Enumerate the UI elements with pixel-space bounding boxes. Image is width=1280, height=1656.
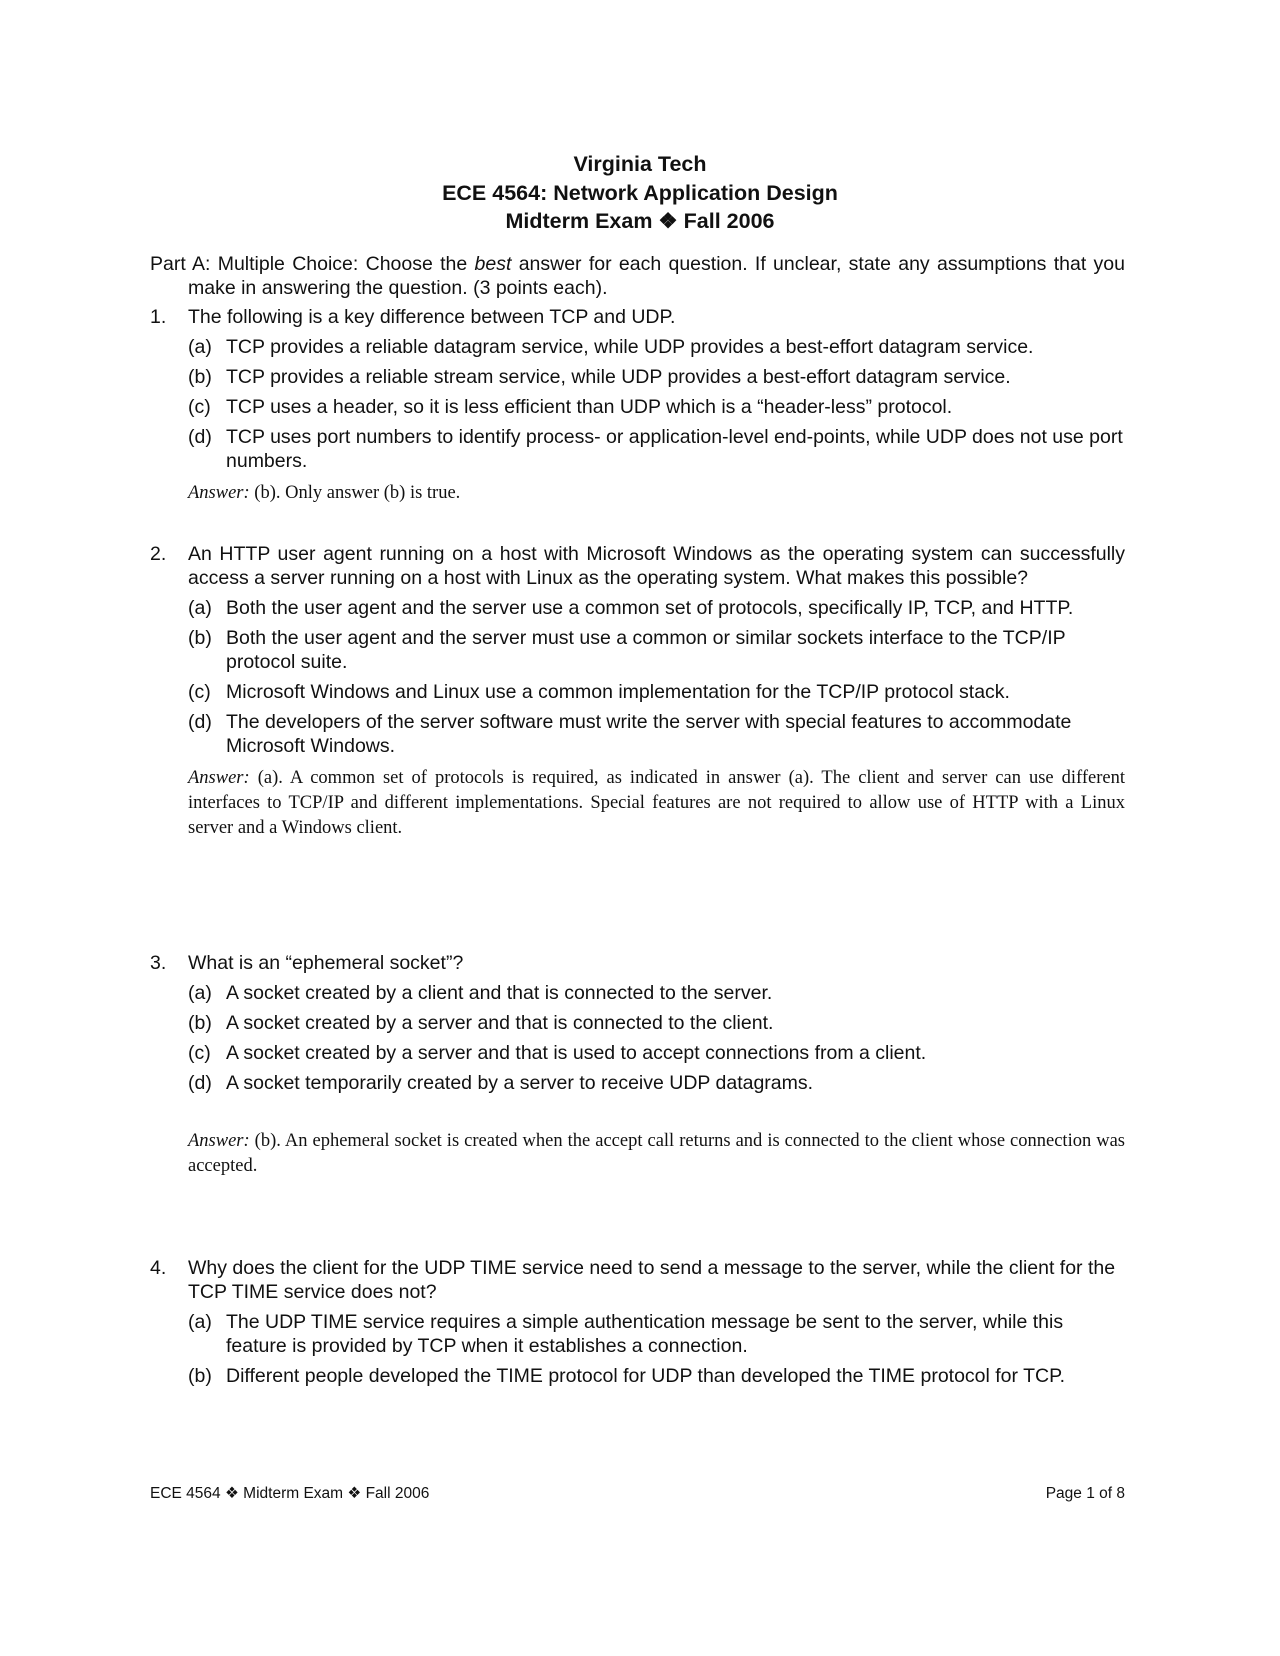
option-text: A socket created by a server and that is connected to the client. bbox=[226, 1012, 774, 1034]
option-text: A socket temporarily created by a server to receive UDP datagrams. bbox=[226, 1072, 814, 1094]
option-a bbox=[188, 596, 1125, 620]
question-number: 3. bbox=[150, 952, 167, 974]
exam-title: Midterm Exam ❖ Fall 2006 bbox=[505, 209, 775, 233]
options-list bbox=[150, 1310, 1125, 1388]
option-text: A socket created by a server and that is used to accept connections from a client. bbox=[226, 1042, 927, 1064]
question-text: Why does the client for the UDP TIME service need to send a message to the server, while the client for the TCP TIME service does not? bbox=[188, 1257, 1116, 1303]
option-letter: (a) bbox=[188, 1311, 212, 1333]
option-d bbox=[188, 1071, 1125, 1095]
option-a bbox=[188, 981, 1125, 1005]
option-letter: (d) bbox=[188, 711, 212, 733]
option-text: TCP provides a reliable datagram service, while UDP provides a best-effort datagram service. bbox=[226, 336, 1034, 358]
option-letter: (a) bbox=[188, 982, 212, 1004]
exam-header bbox=[0, 150, 1280, 236]
option-a bbox=[188, 1310, 1125, 1358]
question-text: What is an “ephemeral socket”? bbox=[188, 952, 464, 974]
answer-2 bbox=[188, 766, 1125, 841]
question-text: An HTTP user agent running on a host with Microsoft Windows as the operating system can successfully access a server running on a host with Linux as the operating system. What makes this possible? bbox=[188, 543, 1125, 589]
options-list bbox=[150, 335, 1125, 473]
option-letter: (b) bbox=[188, 1365, 212, 1387]
option-b bbox=[188, 1011, 1125, 1035]
option-text: TCP uses a header, so it is less efficient than UDP which is a “header-less” protocol. bbox=[226, 396, 953, 418]
option-c bbox=[188, 395, 1125, 419]
option-letter: (b) bbox=[188, 627, 212, 649]
option-letter: (b) bbox=[188, 1012, 212, 1034]
answer-text: (a). A common set of protocols is required, as indicated in answer (a). The client and server can use different interfaces to TCP/IP and different implementations. Special features are not required to allow use of HTTP with a Linux server and a Windows client. bbox=[188, 768, 1125, 838]
page-number: Page 1 of 8 bbox=[1045, 1485, 1125, 1502]
option-d bbox=[188, 425, 1125, 473]
option-text: Both the user agent and the server use a common set of protocols, specifically IP, TCP, and HTTP. bbox=[226, 597, 1074, 619]
options-list bbox=[150, 596, 1125, 758]
option-c bbox=[188, 1041, 1125, 1065]
option-letter: (d) bbox=[188, 1072, 212, 1094]
option-text: The developers of the server software must write the server with special features to accommodate Microsoft Windows. bbox=[226, 711, 1072, 757]
question-number: 1. bbox=[150, 306, 167, 328]
option-b bbox=[188, 1364, 1125, 1388]
instructions-text-after: answer for each question. If unclear, state any assumptions that you make in answering the question. (3 points each). bbox=[188, 253, 1125, 299]
part-a-instructions bbox=[150, 252, 1125, 300]
option-b bbox=[188, 365, 1125, 389]
option-d bbox=[188, 710, 1125, 758]
footer-course: ECE 4564 ❖ Midterm Exam ❖ Fall 2006 bbox=[150, 1485, 430, 1502]
option-text: A socket created by a client and that is connected to the server. bbox=[226, 982, 773, 1004]
question-text: The following is a key difference between TCP and UDP. bbox=[188, 306, 676, 328]
option-b bbox=[188, 626, 1125, 674]
answer-text: (b). Only answer (b) is true. bbox=[249, 483, 461, 503]
question-4 bbox=[150, 1256, 1125, 1394]
institution-title: Virginia Tech bbox=[573, 152, 707, 176]
option-letter: (c) bbox=[188, 681, 211, 703]
option-letter: (a) bbox=[188, 597, 212, 619]
option-c bbox=[188, 680, 1125, 704]
option-letter: (c) bbox=[188, 396, 211, 418]
option-letter: (c) bbox=[188, 1042, 211, 1064]
answer-label: Answer: bbox=[188, 483, 250, 503]
option-text: Different people developed the TIME protocol for UDP than developed the TIME protocol for TCP. bbox=[226, 1365, 1065, 1387]
answer-text: (b). An ephemeral socket is created when the accept call returns and is connected to the client whose connection was accepted. bbox=[188, 1131, 1125, 1176]
option-text: Microsoft Windows and Linux use a common implementation for the TCP/IP protocol stack. bbox=[226, 681, 1010, 703]
option-letter: (a) bbox=[188, 336, 212, 358]
instructions-emphasis: best bbox=[474, 253, 512, 275]
answer-label: Answer: bbox=[188, 768, 250, 788]
option-a bbox=[188, 335, 1125, 359]
answer-label: Answer: bbox=[188, 1131, 250, 1151]
option-text: TCP provides a reliable stream service, while UDP provides a best-effort datagram service. bbox=[226, 366, 1011, 388]
instructions-text-before: Part A: Multiple Choice: Choose the bbox=[150, 253, 475, 275]
course-title: ECE 4564: Network Application Design bbox=[442, 180, 838, 205]
question-1 bbox=[150, 305, 1125, 506]
option-text: The UDP TIME service requires a simple authentication message be sent to the server, while this feature is provided by TCP when it establishes a connection. bbox=[226, 1311, 1064, 1357]
answer-3 bbox=[188, 1129, 1125, 1179]
option-text: Both the user agent and the server must use a common or similar sockets interface to the TCP/IP protocol suite. bbox=[226, 627, 1066, 673]
question-2 bbox=[150, 542, 1125, 841]
option-letter: (b) bbox=[188, 366, 212, 388]
question-number: 4. bbox=[150, 1257, 167, 1279]
answer-1 bbox=[188, 481, 1125, 506]
question-number: 2. bbox=[150, 543, 167, 565]
options-list bbox=[150, 981, 1125, 1095]
option-letter: (d) bbox=[188, 426, 212, 448]
option-text: TCP uses port numbers to identify process- or application-level end-points, while UDP does not use port numbers. bbox=[226, 426, 1123, 472]
question-3 bbox=[150, 951, 1125, 1179]
